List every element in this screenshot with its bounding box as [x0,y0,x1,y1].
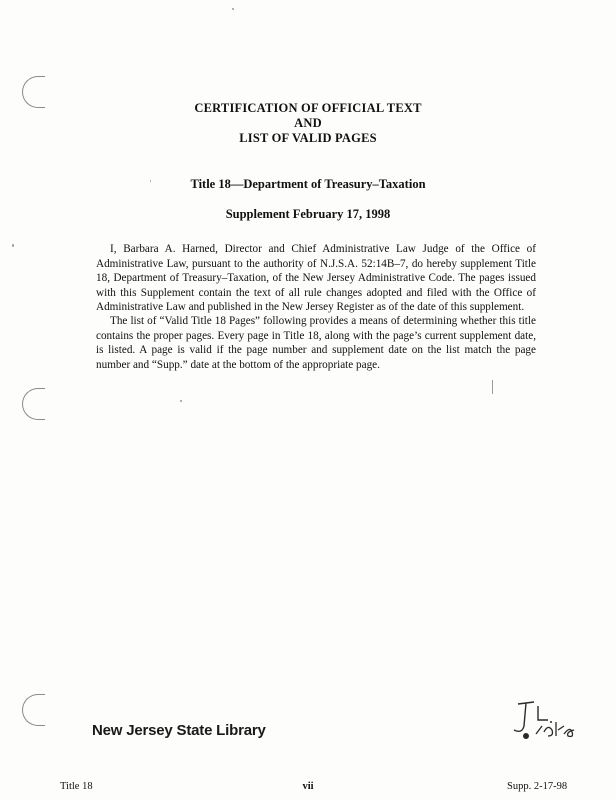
footer-page-number: vii [302,781,314,792]
scan-speck [492,380,493,394]
punch-hole-middle [22,388,45,420]
footer-supplement-date: Supp. 2-17-98 [507,781,568,792]
scan-speck [180,400,182,402]
supplement-line: Supplement February 17, 1998 [225,207,391,221]
certification-paragraph: I, Barbara A. Harned, Director and Chief Administrative Law Judge of the Office of Administrative Law, pursuant to the authority of N.J.S.A. 52:14B–7, do hereby supplement Title 18, Department of Treasury–Taxation, of the New Jersey Administrative Code. The pages issued with this Supplement contain the text of all rule changes adopted and filed with the Office of Administrative Law and published in the New Jersey Register as of the date of this supplement. [96,243,536,314]
valid-pages-paragraph: The list of “Valid Title 18 Pages” following provides a means of determining whether this title contains the proper pages. Every page in Title 18, along with the page’s current supplement date, is listed. A page is valid if the page number and supplement date on the list match the page number and “Supp.” date at the bottom of the appropriate page. [96,315,536,371]
scan-speck [232,8,234,10]
heading-line-2: AND [294,116,322,130]
library-stamp: New Jersey State Library [92,722,266,739]
handwritten-note [508,696,590,744]
footer-title: Title 18 [60,781,93,792]
heading-line-3: LIST OF VALID PAGES [239,131,377,145]
punch-hole-bottom [22,694,45,726]
title-line: Title 18—Department of Treasury–Taxation [190,177,426,191]
scan-speck [12,244,14,247]
certification-heading [0,101,616,146]
heading-line-1: CERTIFICATION OF OFFICIAL TEXT [194,101,422,115]
